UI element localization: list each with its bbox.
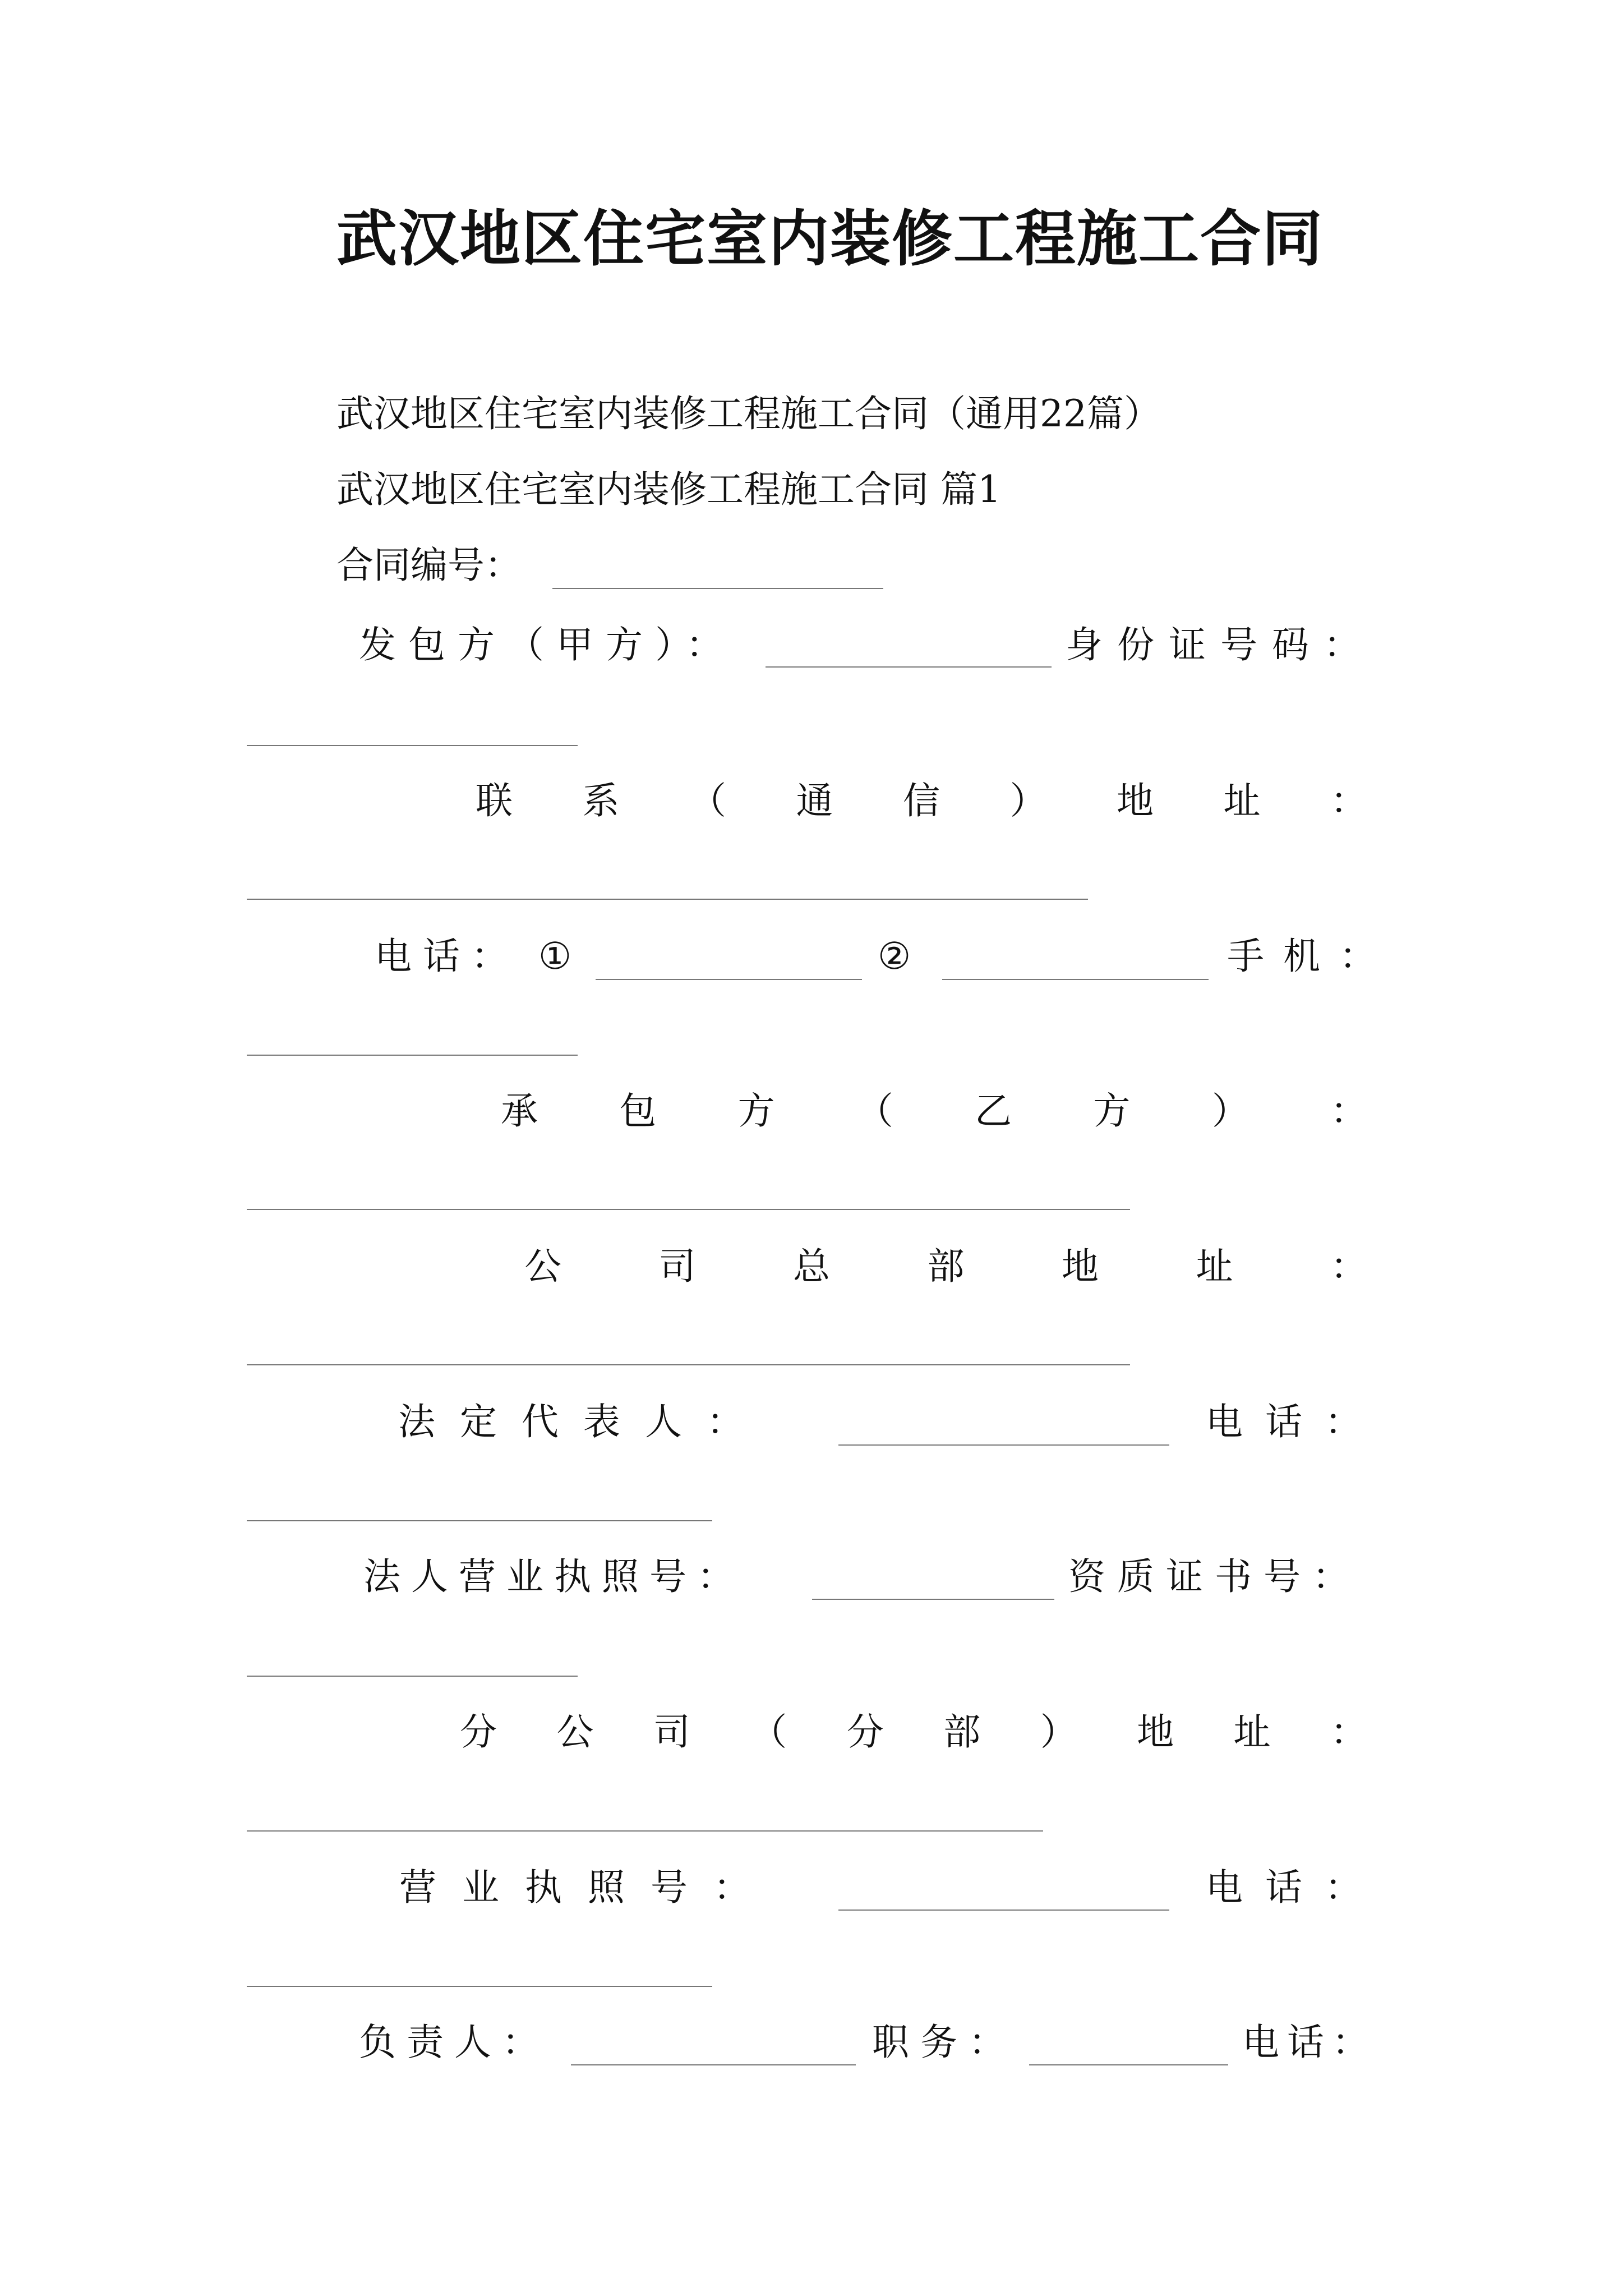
collection-title: 武汉地区住宅室内装修工程施工合同（通用22篇） bbox=[336, 392, 1161, 435]
contact-address-blank[interactable] bbox=[247, 899, 1088, 900]
legal-rep-phone-label: 电话： bbox=[1206, 1400, 1384, 1443]
license-no-blank[interactable] bbox=[812, 1599, 1054, 1600]
legal-rep-phone-blank[interactable] bbox=[247, 1520, 712, 1521]
manager-blank[interactable] bbox=[571, 2064, 856, 2065]
qualification-no-label: 资质证书号： bbox=[1068, 1555, 1361, 1598]
phone-2-marker: ② bbox=[878, 935, 911, 978]
contact-address-label: 联 系 （ 通 信 ） 地 址 ： bbox=[476, 779, 1367, 822]
branch-address-label: 分 公 司 （ 分 部 ） 地 址 ： bbox=[460, 1710, 1367, 1754]
piece-title: 武汉地区住宅室内装修工程施工合同 篇1 bbox=[336, 468, 1001, 511]
legal-rep-blank[interactable] bbox=[838, 1444, 1169, 1446]
party-b-label: 承 包 方 （ 乙 方 ） ： bbox=[501, 1089, 1367, 1133]
hq-address-label: 公 司 总 部 地 址 ： bbox=[524, 1245, 1367, 1288]
phone-label: 电话： bbox=[375, 935, 519, 978]
legal-rep-label: 法定代表人： bbox=[398, 1400, 768, 1443]
id-no-label: 身份证号码： bbox=[1066, 623, 1375, 666]
branch-phone-blank[interactable] bbox=[247, 1986, 712, 1987]
contract-no-label: 合同编号： bbox=[336, 544, 522, 587]
document-title: 武汉地区住宅室内装修工程施工合同 bbox=[336, 204, 1324, 274]
license-no-label: 法人营业执照号： bbox=[363, 1555, 745, 1598]
party-a-label: 发包方（甲方）： bbox=[359, 623, 735, 666]
phone-1-marker: ① bbox=[538, 935, 572, 978]
mobile-blank[interactable] bbox=[247, 1055, 578, 1056]
party-b-blank[interactable] bbox=[247, 1209, 1130, 1210]
mobile-label: 手机： bbox=[1227, 935, 1395, 978]
id-no-blank[interactable] bbox=[247, 745, 578, 746]
manager-phone-label: 电话： bbox=[1242, 2021, 1377, 2064]
branch-phone-label: 电话： bbox=[1206, 1866, 1384, 1909]
contract-no-blank[interactable] bbox=[552, 588, 883, 589]
qualification-no-blank[interactable] bbox=[247, 1676, 578, 1677]
branch-address-blank[interactable] bbox=[247, 1830, 1043, 1832]
party-a-blank[interactable] bbox=[766, 666, 1052, 668]
branch-license-label: 营业执照号： bbox=[399, 1866, 776, 1909]
hq-address-blank[interactable] bbox=[247, 1364, 1130, 1365]
position-label: 职务： bbox=[872, 2021, 1017, 2064]
phone-1-blank[interactable] bbox=[596, 979, 862, 980]
phone-2-blank[interactable] bbox=[942, 979, 1209, 980]
branch-license-blank[interactable] bbox=[838, 1910, 1169, 1911]
position-blank[interactable] bbox=[1029, 2064, 1228, 2065]
manager-label: 负责人： bbox=[359, 2021, 550, 2064]
